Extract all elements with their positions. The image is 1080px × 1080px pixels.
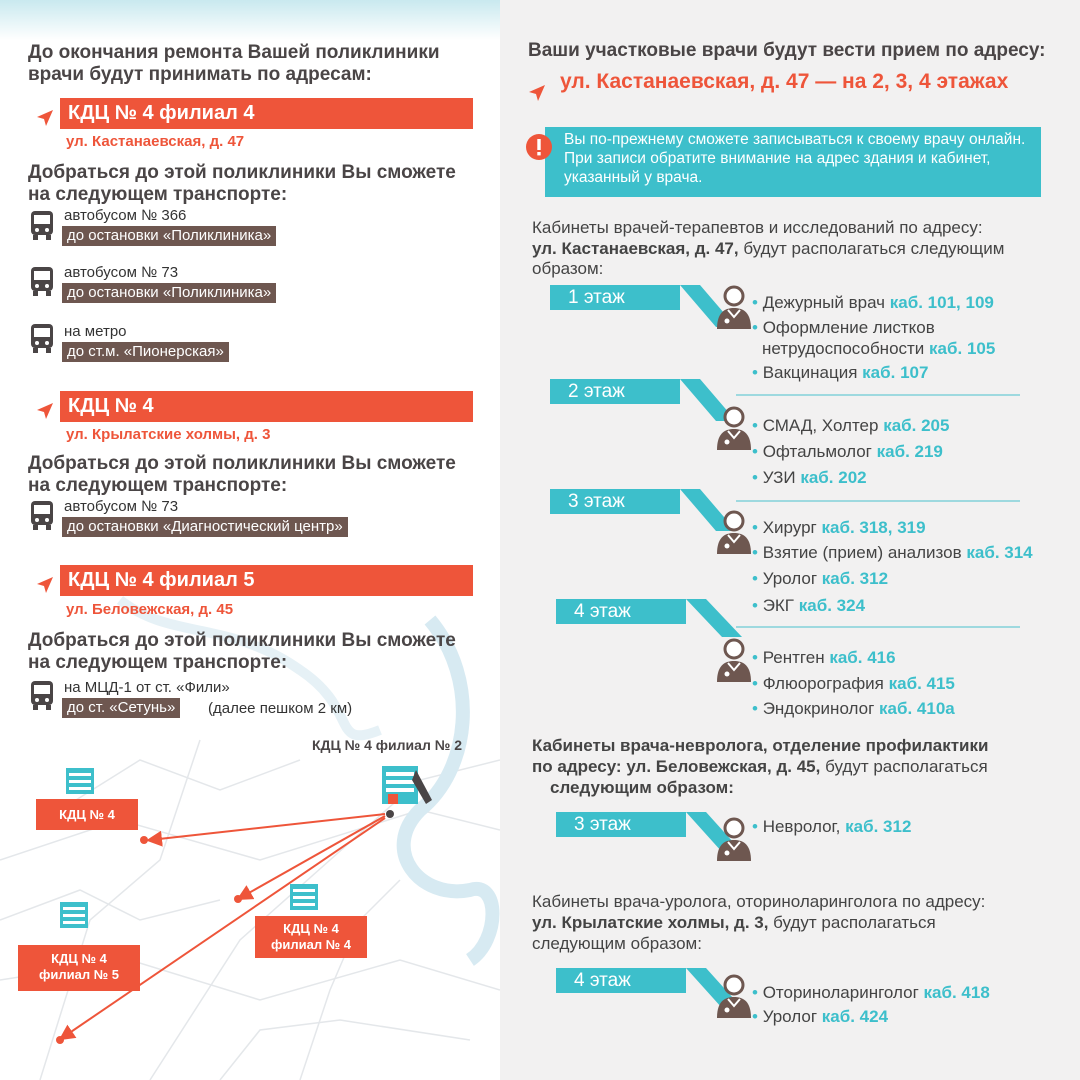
- clinic-1-transport-1-stop: до остановки «Поликлиника»: [62, 226, 276, 246]
- clinic-2-transport-1-mode: автобусом № 73: [64, 498, 179, 515]
- section3-heading-line2: [532, 913, 936, 933]
- floor-tab-1: 1 этаж: [550, 285, 680, 310]
- notice-text: Вы по-прежнему сможете записываться к своему врачу онлайн. При записи обратите внимание на адрес здания и кабинет, указанный у врача.: [564, 131, 1026, 186]
- section2-heading-pre: по адресу:: [532, 757, 627, 776]
- map-label-filial4-line2: филиал № 4: [270, 937, 352, 952]
- bus-icon: [30, 210, 54, 242]
- doctor-icon: [714, 404, 754, 452]
- map-label-filial4-line1: КДЦ № 4: [283, 921, 339, 936]
- floor2-item-1: • СМАД, Холтер каб. 205: [752, 416, 950, 435]
- clinic-1-transport-2-stop: до остановки «Поликлиника»: [62, 283, 276, 303]
- building-icon: [60, 898, 88, 928]
- clinic-1-transport-1-mode: автобусом № 366: [64, 207, 187, 224]
- bullet: •: [752, 416, 763, 435]
- clinic-1-name: КДЦ № 4 филиал 4: [60, 98, 473, 129]
- building-icon: [290, 880, 318, 910]
- location-arrow-icon: [36, 576, 54, 594]
- floor-divider: [736, 394, 1020, 396]
- location-arrow-icon: [36, 402, 54, 420]
- section3-item-1: • Оториноларинголог каб. 418: [752, 983, 990, 1002]
- route-arrows: [0, 800, 500, 1080]
- clinic-2-transport-intro: Добраться до этой поликлиники Вы сможете на следующем транспорте:: [28, 453, 456, 496]
- top-gradient: [0, 0, 500, 40]
- section2-heading-line3: следующим образом:: [550, 778, 734, 797]
- main-address: ул. Кастанаевская, д. 47 — на 2, 3, 4 этажах: [560, 70, 1009, 93]
- clinic-1-transport-3-stop: до ст.м. «Пионерская»: [62, 342, 229, 362]
- metro-icon: [30, 323, 54, 355]
- floor2-item-3: • УЗИ каб. 202: [752, 468, 867, 487]
- section2-heading-address: ул. Беловежская, д. 45,: [626, 757, 821, 776]
- map-label-filial5-line1: КДЦ № 4: [51, 951, 107, 966]
- bus-icon: [30, 500, 54, 532]
- bullet: •: [752, 648, 763, 667]
- floor3-item-2: • Взятие (прием) анализов каб. 314: [752, 543, 1033, 562]
- floor3-item-1: • Хирург каб. 318, 319: [752, 518, 926, 537]
- map-dot-filial5: [56, 1036, 64, 1044]
- bullet: •: [752, 543, 763, 562]
- floor-tab-connector: [550, 489, 740, 534]
- left-panel: [0, 0, 500, 1080]
- section1-heading-rest: будут располагаться следующим: [738, 239, 1005, 258]
- right-panel: [500, 0, 1080, 1080]
- clinic-3-transport-1-mode: на МЦД-1 от ст. «Фили»: [64, 679, 230, 696]
- floor1-item-1: • Дежурный врач каб. 101, 109: [752, 293, 994, 312]
- bus-icon: [30, 266, 54, 298]
- section1-heading-line1: Кабинеты врачей-терапевтов и исследований по адресу:: [532, 218, 983, 237]
- map-label-kdc4: КДЦ № 4: [36, 799, 138, 830]
- bullet: •: [752, 596, 763, 615]
- clinic-1-transport-2-mode: автобусом № 73: [64, 264, 179, 281]
- doctor-icon: [714, 283, 754, 331]
- right-intro: Ваши участковые врачи будут вести прием по адресу:: [528, 40, 1046, 61]
- section2-heading-line2: [532, 757, 988, 777]
- doctor-icon: [714, 815, 754, 863]
- section3-heading-line1: Кабинеты врача-уролога, оториноларинголога по адресу:: [532, 892, 986, 911]
- floor1-item-2: • Оформление листков: [752, 318, 935, 337]
- section2-heading-rest: будут располагаться: [820, 757, 988, 776]
- clinic-1-address: ул. Кастанаевская, д. 47: [66, 133, 245, 150]
- clinic-1-transport-intro: Добраться до этой поликлиники Вы сможете на следующем транспорте:: [28, 162, 456, 205]
- train-icon: [30, 680, 54, 712]
- floor1-item-3: • Вакцинация каб. 107: [752, 363, 929, 382]
- building-icon: [66, 764, 94, 794]
- section3-heading-address: ул. Крылатские холмы, д. 3,: [532, 913, 769, 932]
- floor3-item-4: • ЭКГ каб. 324: [752, 596, 866, 615]
- floor-tab-4: 4 этаж: [556, 599, 686, 624]
- warning-icon: [525, 133, 553, 161]
- floor-divider: [736, 626, 1020, 628]
- section2-item-1: • Невролог, каб. 312: [752, 817, 912, 836]
- clinic-3-name: КДЦ № 4 филиал 5: [60, 565, 473, 596]
- section3-floor-tab: 4 этаж: [556, 968, 686, 993]
- floor-divider: [736, 500, 1020, 502]
- floor1-item-2-cont: нетрудоспособности каб. 105: [762, 339, 996, 358]
- bullet: •: [752, 1007, 763, 1026]
- bullet: •: [752, 442, 763, 461]
- section3-item-2: • Уролог каб. 424: [752, 1007, 889, 1026]
- floor4-item-3: • Эндокринолог каб. 410а: [752, 699, 955, 718]
- bullet: •: [752, 569, 763, 588]
- floor4-item-1: • Рентген каб. 416: [752, 648, 896, 667]
- map-dot-kdc4: [140, 836, 148, 844]
- doctor-icon: [714, 636, 754, 684]
- map-label-filial4: [255, 916, 367, 958]
- bullet: •: [752, 468, 763, 487]
- doctor-icon: [714, 508, 754, 556]
- map-origin-label: КДЦ № 4 филиал № 2: [312, 737, 463, 753]
- bullet: •: [752, 518, 763, 537]
- location-arrow-icon: [36, 109, 54, 127]
- clinic-2-transport-1-stop: до остановки «Диагностический центр»: [62, 517, 348, 537]
- map-label-filial5-line2: филиал № 5: [38, 967, 120, 982]
- bullet: •: [752, 983, 763, 1002]
- bullet: •: [752, 699, 763, 718]
- clinic-3-address: ул. Беловежская, д. 45: [66, 601, 234, 618]
- bullet: •: [752, 363, 763, 382]
- clinic-1-transport-3-mode: на метро: [64, 323, 127, 340]
- doctor-icon: [714, 972, 754, 1020]
- clinic-2-name: КДЦ № 4: [60, 391, 473, 422]
- floor-tab-3: 3 этаж: [550, 489, 680, 514]
- map-dot-filial4: [234, 895, 242, 903]
- floor2-item-2: • Офтальмолог каб. 219: [752, 442, 943, 461]
- clinic-2-address: ул. Крылатские холмы, д. 3: [66, 426, 271, 443]
- floor-tab-2: 2 этаж: [550, 379, 680, 404]
- clinic-3-transport-intro: Добраться до этой поликлиники Вы сможете на следующем транспорте:: [28, 630, 456, 673]
- bullet: •: [752, 293, 763, 312]
- clinic-3-transport-1-extra: (далее пешком 2 км): [208, 700, 353, 717]
- section1-heading-line2: [532, 239, 1004, 259]
- section1-heading-address: ул. Кастанаевская, д. 47,: [532, 239, 739, 258]
- floor-tab-connector: [550, 379, 740, 424]
- map-label-filial5: [18, 945, 140, 991]
- bullet: •: [752, 817, 763, 836]
- floor4-item-2: • Флюорография каб. 415: [752, 674, 955, 693]
- section3-heading-line3: следующим образом:: [532, 934, 702, 953]
- section2-heading-line1: Кабинеты врача-невролога, отделение профилактики: [532, 736, 989, 755]
- section2-floor-tab: 3 этаж: [556, 812, 686, 837]
- floor-tab-connector: [550, 285, 740, 330]
- clinic-3-transport-1-stop: до ст. «Сетунь»: [62, 698, 180, 718]
- bullet: •: [752, 674, 763, 693]
- section3-heading-rest: будут располагаться: [768, 913, 936, 932]
- section1-heading-line3: образом:: [532, 259, 604, 278]
- location-arrow-icon: [528, 84, 546, 102]
- bullet: •: [752, 318, 763, 337]
- left-intro: До окончания ремонта Вашей поликлиники врачи будут принимать по адресам:: [28, 42, 440, 85]
- floor3-item-3: • Уролог каб. 312: [752, 569, 889, 588]
